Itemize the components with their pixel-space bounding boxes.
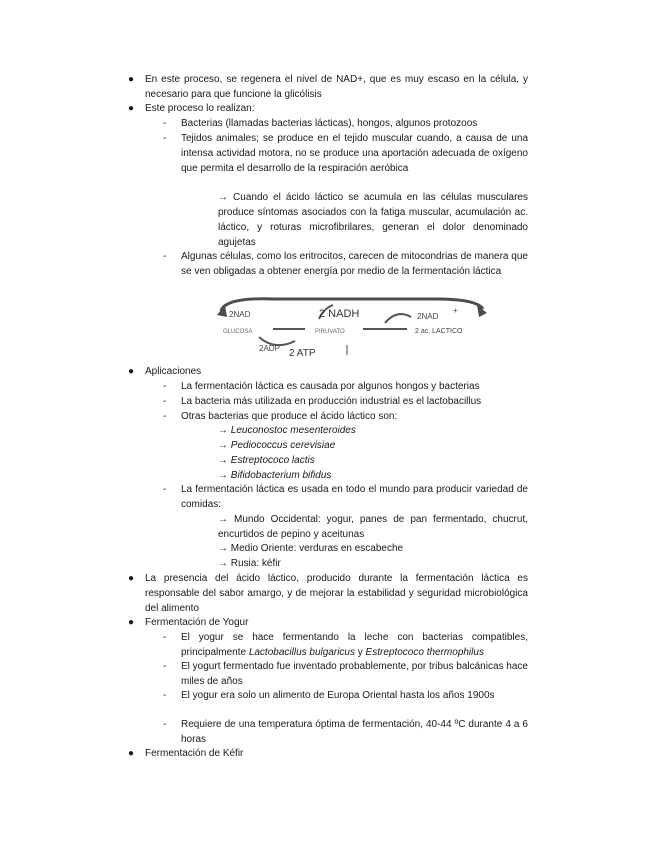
dash: -	[163, 133, 167, 144]
label-nadh: 2 NADH	[319, 308, 360, 320]
sub-item-yogur-bacterias	[181, 630, 528, 660]
dash: -	[163, 251, 167, 262]
bullet: ●	[128, 748, 135, 759]
paragraph-nad-regeneration: En este proceso, se regenera el nivel de NAD+, que es muy escaso en la célula, y necesario para que funcione la glicólisis	[145, 74, 528, 100]
paragraph-acido-lactico: La presencia del ácido láctico, producido durante la fermentación láctica es responsable del sabor amargo, y de mejorar la estabilidad y seguridad microbiológica del alimento	[145, 573, 528, 614]
dash: -	[163, 411, 167, 422]
bacteria-pediococcus: → Pediococcus cerevisiae	[218, 440, 336, 451]
label-adp: 2ADP	[259, 344, 280, 353]
sub-item-lactobacillus: La bacteria más utilizada en producción industrial es el lactobacillus	[181, 396, 482, 407]
species-estreptococo-thermophilus: Estreptococo thermophilus	[365, 647, 484, 658]
label-plus: +	[453, 306, 458, 315]
bullet: ●	[128, 74, 135, 85]
bullet: ●	[128, 573, 135, 584]
bullet: ●	[128, 617, 135, 628]
sub-item-causada: La fermentación láctica es causada por algunos hongos y bacterias	[181, 381, 480, 392]
food-occidental: → Mundo Occidental: yogur, panes de pan fermentado, chucrut, encurtidos de pepino y aceitunas	[218, 514, 528, 540]
label-lactico: 2 ac. LACTICO	[415, 328, 463, 335]
bullet: ●	[128, 103, 135, 114]
nad-curve-right	[385, 314, 411, 323]
sub-item-eritrocitos: Algunas células, como los eritrocitos, carecen de mitocondrias de manera que se ven obligadas a obtener energía por medio de la fermentación láctica	[181, 251, 528, 277]
sub-item-otras-bacterias: Otras bacterias que produce el ácido láctico son:	[181, 411, 398, 422]
sub-item-yogur-temperatura: Requiere de una temperatura óptima de fermentación, 40-44 ºC durante 4 a 6 horas	[181, 719, 528, 745]
heading-yogur: Fermentación de Yogur	[145, 617, 249, 628]
dash: -	[163, 719, 167, 730]
label-piruvato: PIRUVATO	[315, 329, 345, 335]
label-nad-right: 2NAD	[417, 312, 439, 321]
sub-item-comidas: La fermentación láctica es usada en todo el mundo para producir variedad de comidas:	[181, 484, 528, 510]
bacteria-estreptococo: → Estreptococo lactis	[218, 455, 315, 466]
yogur-text-pre: El yogur se hace fermentando la leche con bacterias compatibles, principalmente	[181, 632, 528, 658]
dash: -	[163, 484, 167, 495]
fermentation-diagram	[215, 293, 495, 359]
dash: -	[163, 661, 167, 672]
heading-kefir: Fermentación de Kéfir	[145, 748, 244, 759]
label-glucosa: GLUCOSA	[223, 329, 253, 335]
sub-item-yogur-europa: El yogur era solo un alimento de Europa Oriental hasta los años 1900s	[181, 690, 495, 701]
note-agujetas: → Cuando el ácido láctico se acumula en las células musculares produce síntomas asociados con la fatiga muscular, acumulación ac. láctico, y roturas microfibrilares, generan el dolor denominado agujetas	[218, 192, 528, 248]
sub-item-bacterias: Bacterias (llamadas bacterias lácticas), hongos, algunos protozoos	[181, 118, 478, 129]
bacteria-bifidobacterium: → Bifidobacterium bifidus	[218, 470, 332, 481]
dash: -	[163, 632, 167, 643]
sub-item-tejidos-animales: Tejidos animales; se produce en el tejido muscular cuando, a causa de una intensa actividad motora, no se produce una aportación adecuada de oxígeno que permita el desarrollo de la respiración aeróbica	[181, 133, 528, 174]
paragraph-realizan: Este proceso lo realizan:	[145, 103, 255, 114]
species-lactobacillus-bulgaricus: Lactobacillus bulgaricus	[248, 647, 355, 658]
food-medio-oriente: → Medio Oriente: verduras en escabeche	[218, 543, 404, 554]
dash: -	[163, 118, 167, 129]
yogur-text-mid: y	[354, 647, 366, 658]
food-rusia: → Rusia: kéfir	[218, 558, 281, 569]
dash: -	[163, 396, 167, 407]
dash: -	[163, 381, 167, 392]
sub-item-yogur-balcanicas: El yogurt fermentado fue inventado probablemente, por tribus balcánicas hace miles de años	[181, 661, 528, 687]
label-nad-left: 2NAD	[229, 310, 251, 319]
heading-aplicaciones: Aplicaciones	[145, 366, 202, 377]
bacteria-leuconostoc: → Leuconostoc mesenteroides	[218, 425, 356, 436]
dash: -	[163, 690, 167, 701]
bullet: ●	[128, 366, 135, 377]
label-atp: 2 ATP	[289, 348, 316, 359]
